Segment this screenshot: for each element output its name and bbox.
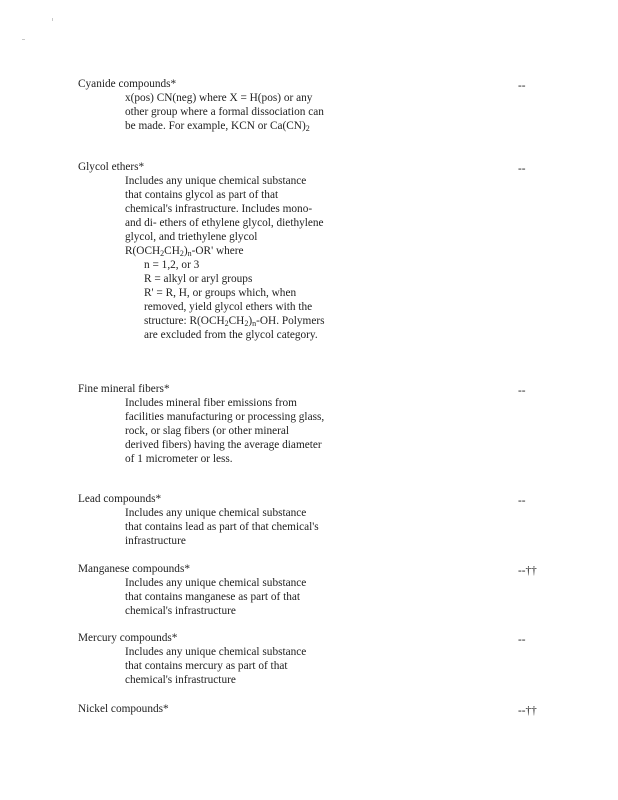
entry-title: Fine mineral fibers* [78, 383, 170, 395]
entry-description [125, 396, 325, 466]
entry-code: -- [518, 495, 526, 507]
entry-code: --†† [518, 705, 537, 717]
entry-description [125, 576, 325, 618]
entry-manganese-compounds [78, 562, 537, 618]
entry-description [125, 174, 325, 342]
entry-code: -- [518, 163, 526, 175]
where-clause: R' = R, H, or groups which, when removed, yield glycol ethers with the structure: $R(OCH_2CH_2)_n-OH$. Polymers are excluded from the glycol category. [144, 287, 325, 341]
entry-description [125, 645, 325, 687]
entry-title: Mercury compounds* [78, 632, 178, 644]
entry-code: -- [518, 385, 526, 397]
scan-speck [52, 18, 53, 21]
where-clause: n = 1,2, or 3 [144, 259, 200, 271]
entry-title: Glycol ethers* [78, 161, 145, 173]
description-text: Includes any unique chemical substance that contains mercury as part of that chemical's infrastructure [125, 646, 307, 686]
where-clause: R = alkyl or aryl groups [144, 273, 253, 285]
where-clauses [144, 258, 325, 342]
entry-title: Nickel compounds* [78, 703, 169, 715]
entry-nickel-compounds [78, 702, 537, 717]
entry-code: -- [518, 634, 526, 646]
description-text: x(pos) CN(neg) where X = H(pos) or any other group where a formal dissociation can be made. For example, KCN or $Ca(CN)_2$ [125, 92, 324, 133]
entry-code: -- [518, 80, 526, 92]
description-text: Includes any unique chemical substance that contains manganese as part of that chemical's infrastructure [125, 577, 307, 617]
entry-code: --†† [518, 565, 537, 577]
description-text: Includes any unique chemical substance that contains glycol as part of that chemical's infrastructure. Includes mono- and di- ethers of ethylene glycol, diethylene glycol, and triethylene glycol $R(OCH_2CH_2)_n-OR'$ where [125, 175, 324, 258]
entry-title: Lead compounds* [78, 493, 162, 505]
entry-fine-mineral-fibers [78, 382, 526, 466]
description-text: Includes mineral fiber emissions from facilities manufacturing or processing glass, rock, or slag fibers (or other mineral derived fibers) having the average diameter of 1 micrometer or less. [125, 397, 325, 465]
entry-mercury-compounds [78, 631, 526, 687]
description-text: Includes any unique chemical substance that contains lead as part of that chemical's infrastructure [125, 507, 319, 547]
entry-glycol-ethers [78, 160, 526, 342]
entry-lead-compounds [78, 492, 526, 548]
entry-cyanide-compounds [78, 77, 526, 133]
entry-description [125, 506, 325, 548]
scan-speck [22, 39, 25, 40]
entry-title: Manganese compounds* [78, 563, 191, 575]
entry-description [125, 91, 325, 133]
entry-title: Cyanide compounds* [78, 78, 177, 90]
